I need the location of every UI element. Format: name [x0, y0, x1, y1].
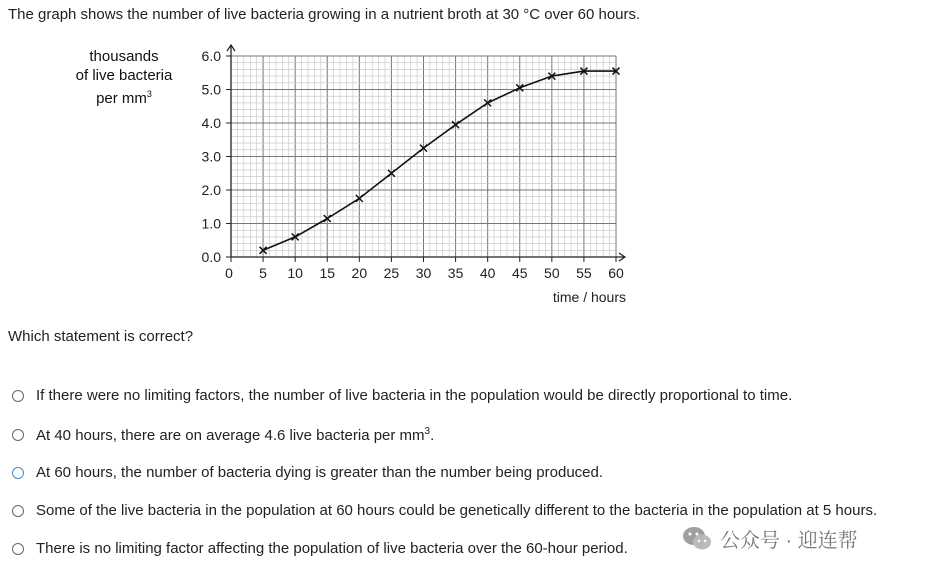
x-tick-label: 35	[447, 265, 464, 281]
y-axis-label-line-3: per $mm^3$	[96, 89, 152, 107]
x-tick-label: 0	[225, 265, 233, 281]
option-text: At 40 hours, there are on average 4.6 live bacteria per $mm^3$.	[36, 426, 435, 444]
answer-option-2[interactable]	[12, 426, 434, 444]
radio-button[interactable]	[12, 429, 24, 441]
bacteria-growth-chart	[188, 38, 638, 308]
y-tick-label: 2.0	[201, 182, 221, 198]
x-tick-label: 60	[608, 265, 624, 281]
option-text: If there were no limiting factors, the number of live bacteria in the population would be directly proportional to time.	[36, 387, 793, 404]
wechat-icon	[682, 526, 712, 552]
x-tick-label: 25	[383, 265, 400, 281]
y-tick-label: 0.0	[201, 249, 221, 265]
watermark-text: 公众号 · 迎连帮	[720, 530, 858, 552]
radio-button[interactable]	[12, 467, 24, 479]
y-axis-label-line-2: of live bacteria	[75, 67, 173, 84]
answer-option-5[interactable]	[12, 540, 628, 557]
x-tick-label: 50	[544, 265, 560, 281]
x-tick-label: 45	[511, 265, 528, 281]
radio-button[interactable]	[12, 390, 24, 402]
x-tick-label: 30	[415, 265, 432, 281]
y-axis-label	[60, 47, 188, 108]
watermark	[682, 524, 858, 553]
x-tick-label: 10	[287, 265, 303, 281]
option-text: At 60 hours, the number of bacteria dying is greater than the number being produced.	[36, 464, 604, 481]
y-tick-label: 3.0	[201, 148, 221, 165]
y-tick-label: 5.0	[201, 81, 221, 98]
y-tick-label: 6.0	[201, 48, 221, 64]
option-text: Some of the live bacteria in the population at 60 hours could be genetically different to the bacteria in the population at 5 hours.	[36, 502, 878, 519]
y-axis-label-line-1: thousands	[89, 48, 159, 65]
answer-option-1[interactable]	[12, 387, 792, 404]
x-tick-label: 5	[259, 265, 267, 281]
question-prompt: Which statement is correct?	[8, 328, 194, 345]
answer-option-3[interactable]	[12, 464, 603, 481]
radio-button[interactable]	[12, 505, 24, 517]
y-tick-label: 4.0	[201, 115, 221, 131]
x-tick-label: 15	[319, 265, 336, 281]
x-axis-label: time / hours	[552, 289, 626, 305]
question-intro: The graph shows the number of live bacteria growing in a nutrient broth at 30 °C over 60 hours.	[8, 6, 641, 23]
y-tick-label: 1.0	[201, 215, 221, 232]
radio-button[interactable]	[12, 543, 24, 555]
option-text: There is no limiting factor affecting the population of live bacteria over the 60-hour period.	[36, 540, 628, 557]
x-tick-label: 55	[576, 265, 592, 281]
x-tick-label: 40	[479, 265, 496, 281]
x-tick-label: 20	[351, 265, 368, 281]
answer-option-4[interactable]	[12, 502, 877, 519]
